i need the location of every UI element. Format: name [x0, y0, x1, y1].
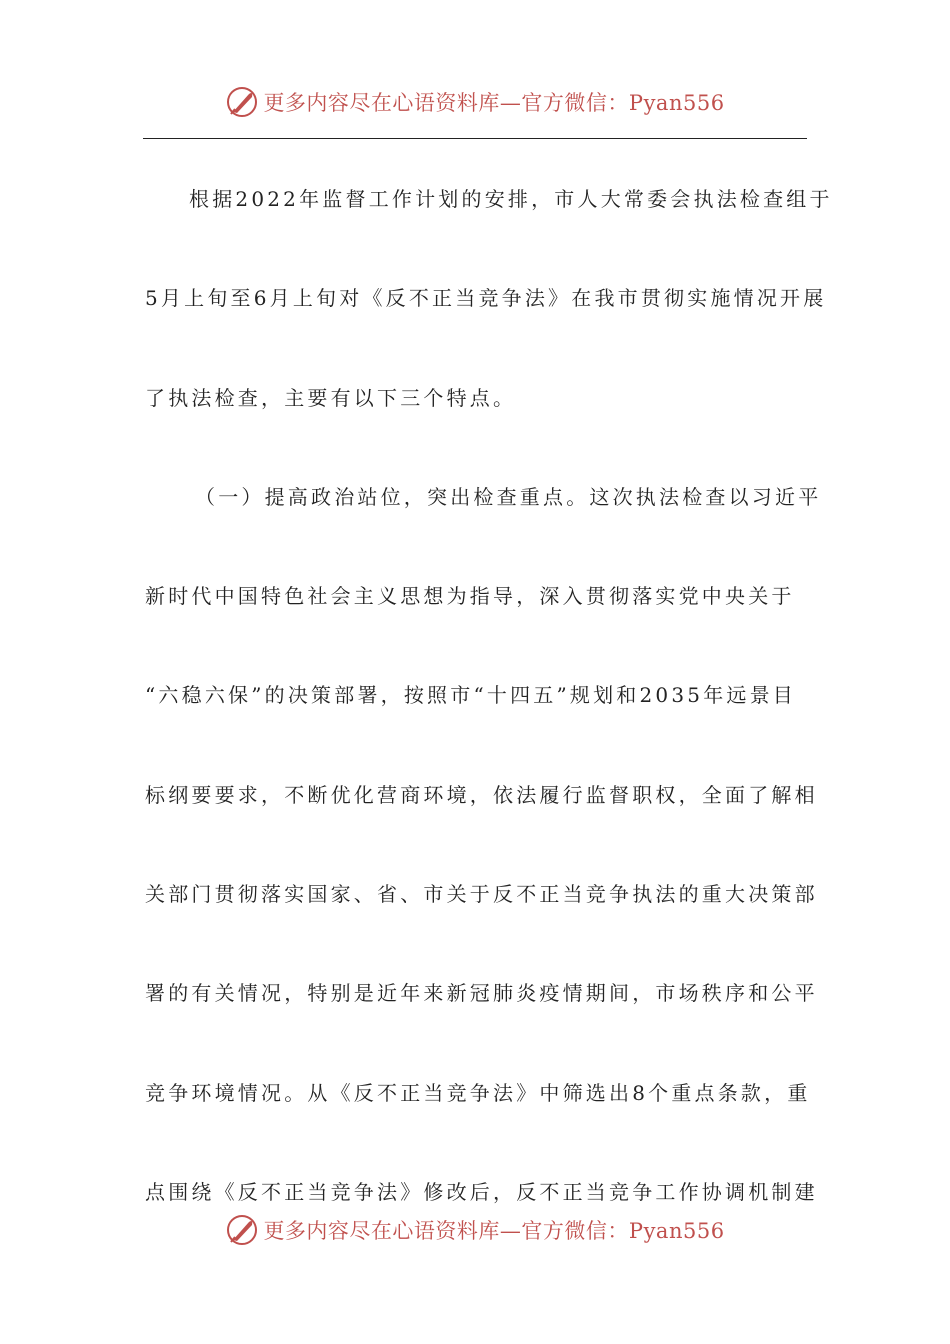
paragraph-line: “六稳六保”的决策部署，按照市“十四五”规划和2035年远景目: [145, 683, 796, 708]
paragraph-line: 点围绕《反不正当竞争法》修改后，反不正当竞争工作协调机制建: [145, 1179, 818, 1204]
paragraph-line: 竞争环境情况。从《反不正当竞争法》中筛选出8个重点条款，重: [145, 1080, 811, 1105]
paragraph-line: 关部门贯彻落实国家、省、市关于反不正当竞争执法的重大决策部: [145, 882, 818, 907]
paragraph-line: 标纲要要求，不断优化营商环境，依法履行监督职权，全面了解相: [145, 782, 818, 807]
paragraph-line: 新时代中国特色社会主义思想为指导，深入贯彻落实党中央关于: [145, 584, 795, 609]
document-body: [145, 150, 833, 1242]
quill-pen-icon: [225, 1213, 259, 1247]
paragraph-line: （一）提高政治站位，突出检查重点。这次执法检查以习近平: [195, 484, 822, 509]
footer-banner: [0, 1208, 950, 1252]
header-banner-text: 更多内容尽在心语资料库—官方微信：Pyan556: [263, 91, 725, 115]
footer-banner-text: 更多内容尽在心语资料库—官方微信：Pyan556: [263, 1219, 725, 1243]
header-banner: [0, 80, 950, 124]
paragraph-line: 5月上旬至6月上旬对《反不正当竞争法》在我市贯彻实施情况开展: [145, 286, 827, 311]
paragraph-line: 根据2022年监督工作计划的安排，市人大常委会执法检查组于: [189, 187, 833, 211]
paragraph-line: 署的有关情况，特别是近年来新冠肺炎疫情期间，市场秩序和公平: [145, 981, 818, 1006]
quill-pen-icon: [225, 85, 259, 119]
header-divider: [143, 138, 807, 139]
paragraph-line: 了执法检查，主要有以下三个特点。: [145, 385, 517, 410]
